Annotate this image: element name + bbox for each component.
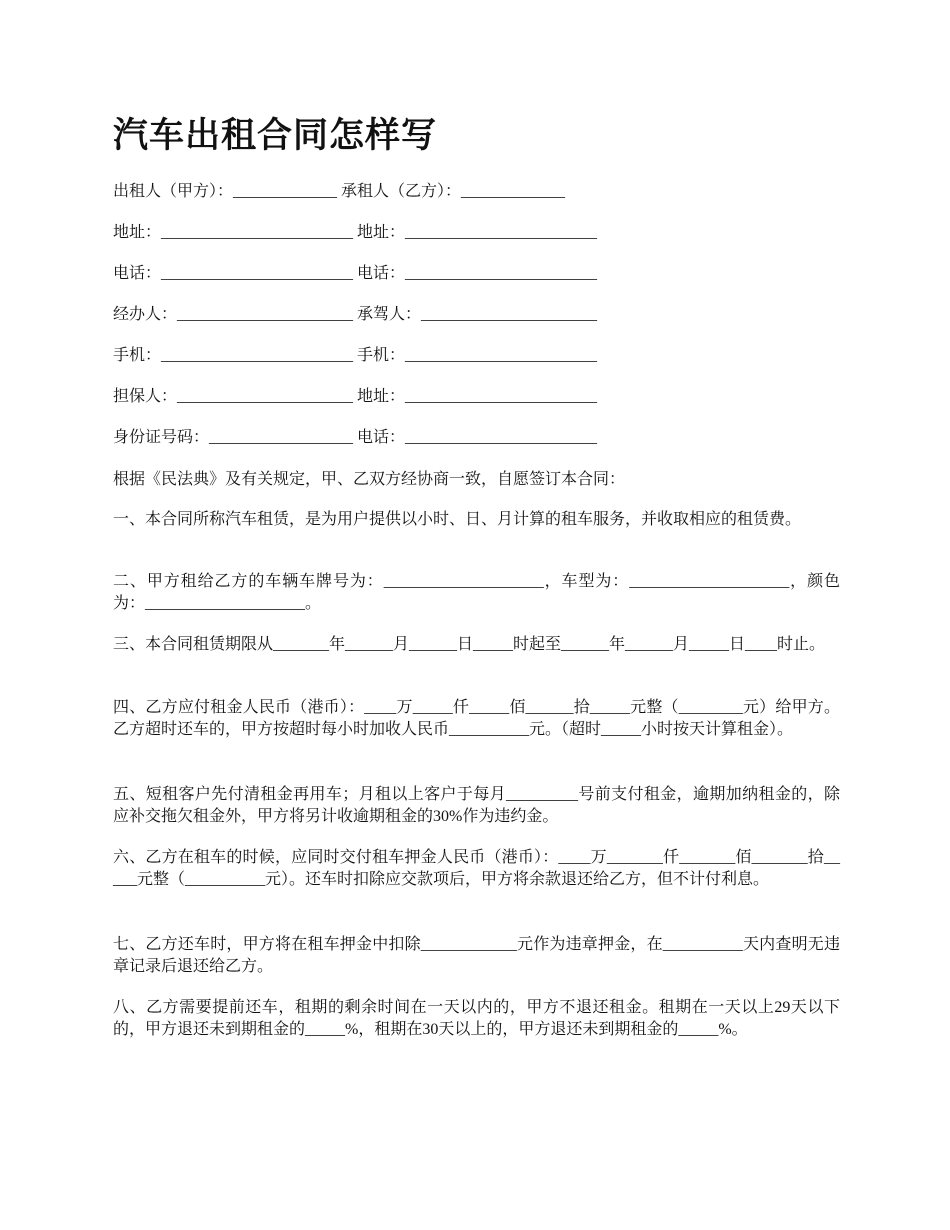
intro-paragraph: 根据《民法典》及有关规定，甲、乙双方经协商一致，自愿签订本合同：	[113, 471, 626, 488]
clause-8: 八、乙方需要提前还车，租期的剩余时间在一天以内的，甲方不退还租金。租期在一天以上29天以下的，甲方退还未到期租金的_____%，租期在30天以上的，甲方退还未到期租金的_____%。	[113, 999, 840, 1038]
clause-1: 一、本合同所称汽车租赁，是为用户提供以小时、日、月计算的租车服务，并收取相应的租赁费。	[113, 511, 802, 528]
clause-2: 二、甲方租给乙方的车辆车牌号为：____________________，车型为：____________________，颜色为：____________________。	[113, 573, 840, 612]
clause-4: 四、乙方应付租金人民币（港币）：____万_____仟_____佰______拾_____元整（________元）给甲方。乙方超时还车的，甲方按超时每小时加收人民币__________元。（超时_____小时按天计算租金）。	[113, 699, 840, 738]
address-line: 地址：________________________ 地址：________________________	[113, 224, 598, 241]
clause-7: 七、乙方还车时，甲方将在租车押金中扣除____________元作为违章押金，在__________天内查明无违章记录后退还给乙方。	[113, 936, 840, 975]
clause-3: 三、本合同租赁期限从_______年______月______日_____时起至______年______月_____日____时止。	[113, 636, 826, 653]
clause-5: 五、短租客户先付清租金再用车；月租以上客户于每月_________号前支付租金，逾期加纳租金的，除应补交拖欠租金外，甲方将另计收逾期租金的30%作为违约金。	[113, 786, 840, 825]
mobile-line: 手机：________________________ 手机：________________________	[113, 347, 598, 364]
guarantor-address-line: 担保人：______________________ 地址：________________________	[113, 388, 598, 405]
party-name-line: 出租人（甲方）：_____________ 承租人（乙方）：_____________	[113, 183, 566, 200]
id-phone-line: 身份证号码：__________________ 电话：________________________	[113, 429, 598, 446]
document-title: 汽车出租合同怎样写	[113, 116, 438, 156]
agent-driver-line: 经办人：______________________ 承驾人：______________________	[113, 306, 598, 323]
phone-line: 电话：________________________ 电话：________________________	[113, 265, 598, 282]
clause-6: 六、乙方在租车的时候，应同时交付租车押金人民币（港币）：____万_______仟_______佰_______拾_____元整（__________元）。还车时扣除应交款项后，甲方将余款退还给乙方，但不计付利息。	[113, 849, 840, 888]
